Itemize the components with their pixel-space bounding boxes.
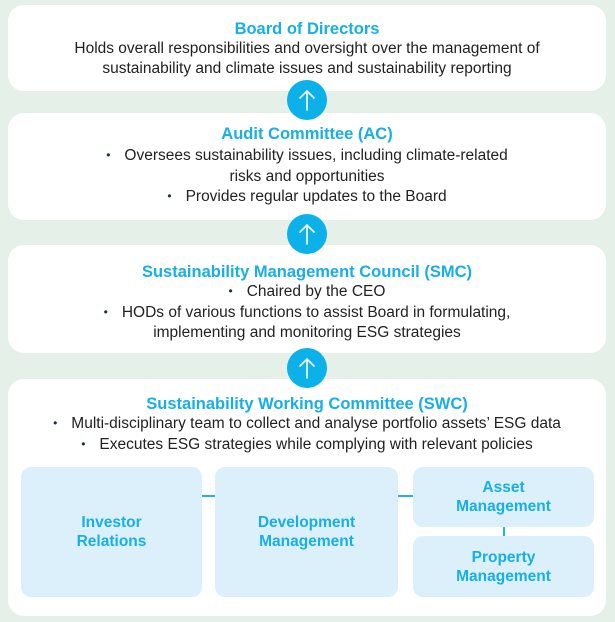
board-description-line-2: sustainability and climate issues and sustainability reporting <box>102 59 512 77</box>
board-of-directors-card <box>8 5 606 91</box>
board-description-line-1: Holds overall responsibilities and oversight over the management of <box>74 40 540 57</box>
arrow-up-icon <box>287 214 327 254</box>
bullet-icon: • <box>103 304 108 319</box>
bullet-icon: • <box>167 189 172 203</box>
smc-card <box>8 245 606 353</box>
connector-dm-am <box>398 495 413 497</box>
board-title: Board of Directors <box>234 20 380 38</box>
smc-title: Sustainability Management Council (SMC) <box>141 263 473 281</box>
unit-property-management: Property Management <box>413 536 594 597</box>
smc-bullet-2: • HODs of various functions to assist Board in formulating, <box>103 303 511 321</box>
audit-bullet-2: • Provides regular updates to the Board <box>167 188 447 205</box>
smc-bullet-1: • Chaired by the CEO <box>228 283 386 300</box>
unit-development-management: Development Management <box>215 467 398 597</box>
audit-bullet-1-continued: risks and opportunities <box>229 167 385 185</box>
connector-am-pm <box>503 527 505 536</box>
audit-committee-card <box>8 113 606 220</box>
unit-asset-management: Asset Management <box>413 467 594 527</box>
arrow-up-icon <box>287 80 327 120</box>
bullet-icon: • <box>106 148 111 162</box>
arrow-up-icon <box>287 348 327 388</box>
bullet-icon: • <box>228 284 233 298</box>
swc-bullet-1: • Multi-disciplinary team to collect and analyse portfolio assets’ ESG data <box>53 415 561 432</box>
smc-bullet-2-continued: implementing and monitoring ESG strategies <box>153 324 461 341</box>
unit-investor-relations: Investor Relations <box>21 467 202 597</box>
swc-title: Sustainability Working Committee (SWC) <box>146 395 468 413</box>
bullet-icon: • <box>53 416 58 430</box>
connector-ir-dm <box>202 495 215 497</box>
bullet-icon: • <box>81 436 86 451</box>
swc-bullet-2: • Executes ESG strategies while complying with relevant policies <box>81 435 533 453</box>
audit-committee-title: Audit Committee (AC) <box>221 125 393 143</box>
audit-bullet-1: • Oversees sustainability issues, including climate-related <box>106 147 508 164</box>
